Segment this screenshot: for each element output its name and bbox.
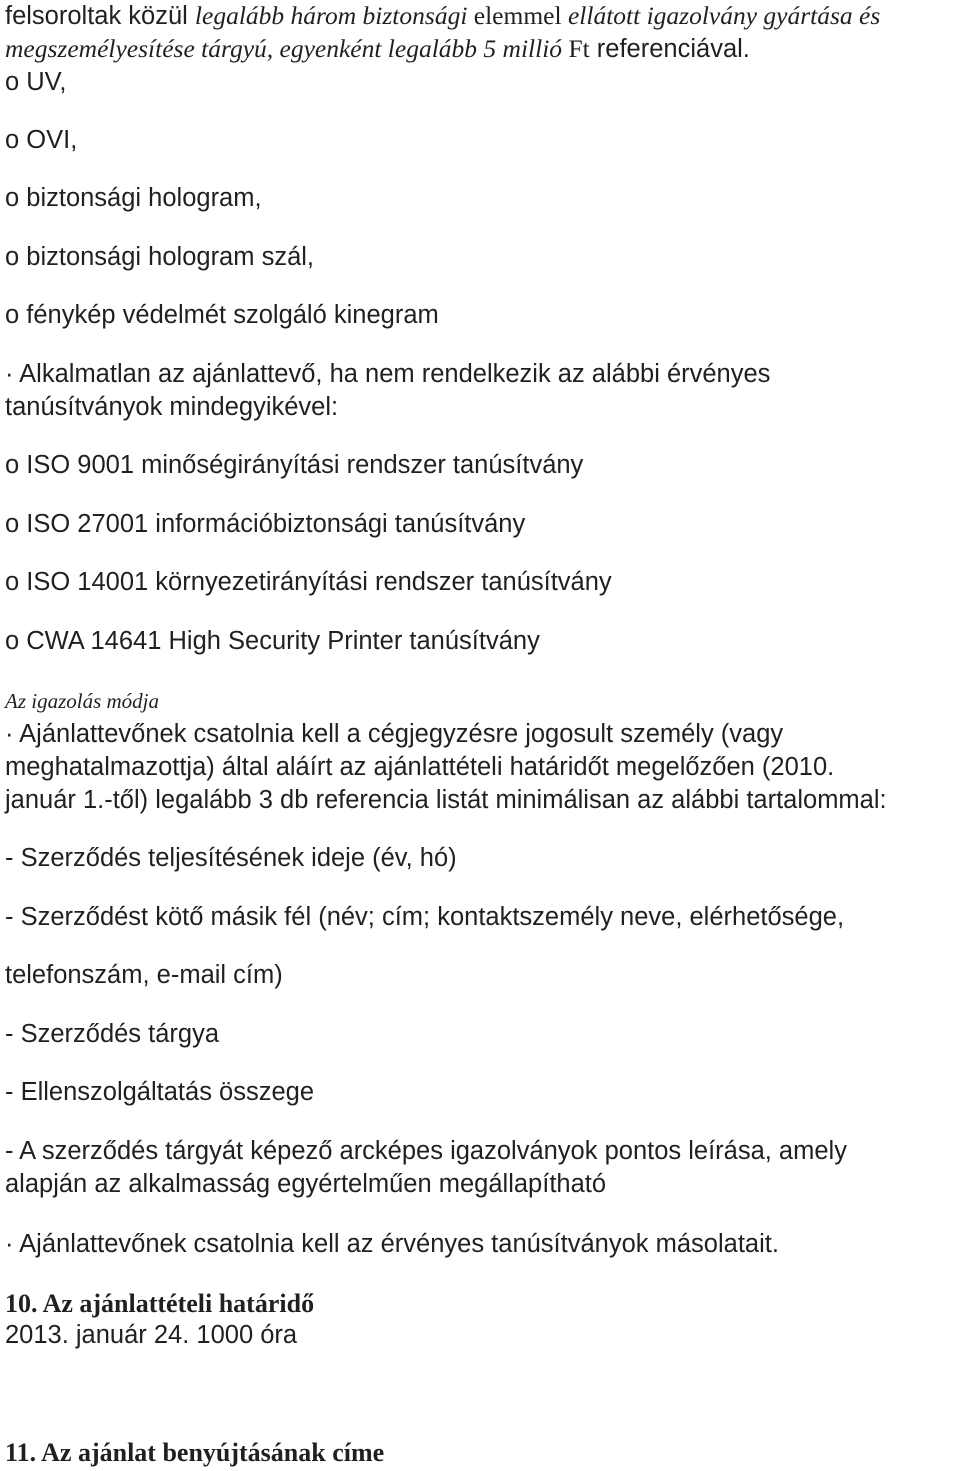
intro-text-2c: referenciával.: [589, 35, 750, 63]
reference-item-subject: - Szerződés tárgya: [5, 1020, 220, 1048]
section-10-deadline: 2013. január 24. 1000 óra: [5, 1321, 298, 1349]
intro-line-2: [5, 33, 750, 65]
intro-text-1d: ellátott igazolvány gyártása és: [567, 1, 881, 30]
certificate-iso9001: o ISO 9001 minőségirányítási rendszer tanúsítvány: [5, 451, 584, 479]
intro-text-2a: megszemélyesítése tárgyú, egyenként legalább 5 millió: [5, 34, 569, 63]
section-11-heading: 11. Az ajánlat benyújtásának címe: [5, 1438, 385, 1467]
security-element-kinegram: o fénykép védelmét szolgáló kinegram: [5, 301, 439, 329]
section-10-heading: 10. Az ajánlattételi határidő: [5, 1289, 315, 1318]
intro-text-1c: elemmel: [473, 1, 568, 30]
proof-label: Az igazolás módja: [5, 689, 160, 713]
unsuitable-line-2: tanúsítványok mindegyikével:: [5, 393, 339, 421]
reference-item-description-line-1: - A szerződés tárgyát képező arcképes igazolványok pontos leírása, amely: [5, 1137, 847, 1165]
security-element-hologram: o biztonsági hologram,: [5, 184, 262, 212]
unsuitable-line-1: · Alkalmatlan az ajánlattevő, ha nem rendelkezik az alábbi érvényes: [5, 360, 771, 388]
reference-item-amount: - Ellenszolgáltatás összege: [5, 1078, 315, 1106]
security-element-uv: o UV,: [5, 68, 67, 96]
intro-text-1b: legalább három biztonsági: [194, 1, 474, 30]
security-element-hologram-thread: o biztonsági hologram szál,: [5, 243, 315, 271]
intro-line-1: [5, 0, 880, 32]
reference-item-date: - Szerződés teljesítésének ideje (év, hó): [5, 844, 457, 872]
certificate-iso14001: o ISO 14001 környezetirányítási rendszer tanúsítvány: [5, 568, 612, 596]
proof-paragraph-1-line-3: január 1.-től) legalább 3 db referencia listát minimálisan az alábbi tartalommal:: [5, 786, 887, 814]
intro-text-2b: Ft: [568, 34, 590, 63]
certificate-iso27001: o ISO 27001 információbiztonsági tanúsítvány: [5, 510, 526, 538]
certificate-cwa14641: o CWA 14641 High Security Printer tanúsítvány: [5, 627, 540, 655]
proof-paragraph-1-line-2: meghatalmazottja) által aláírt az ajánlattételi határidőt megelőzően (2010.: [5, 753, 835, 781]
proof-paragraph-1-line-1: · Ajánlattevőnek csatolnia kell a cégjegyzésre jogosult személy (vagy: [5, 720, 784, 748]
reference-item-party: - Szerződést kötő másik fél (név; cím; kontaktszemély neve, elérhetősége,: [5, 903, 845, 931]
proof-paragraph-2: · Ajánlattevőnek csatolnia kell az érvényes tanúsítványok másolatait.: [5, 1230, 779, 1258]
reference-item-party-contact: telefonszám, e-mail cím): [5, 961, 283, 989]
reference-item-description-line-2: alapján az alkalmasság egyértelműen megállapítható: [5, 1170, 607, 1198]
security-element-ovi: o OVI,: [5, 126, 78, 154]
intro-text-1a: felsoroltak közül: [5, 2, 195, 30]
